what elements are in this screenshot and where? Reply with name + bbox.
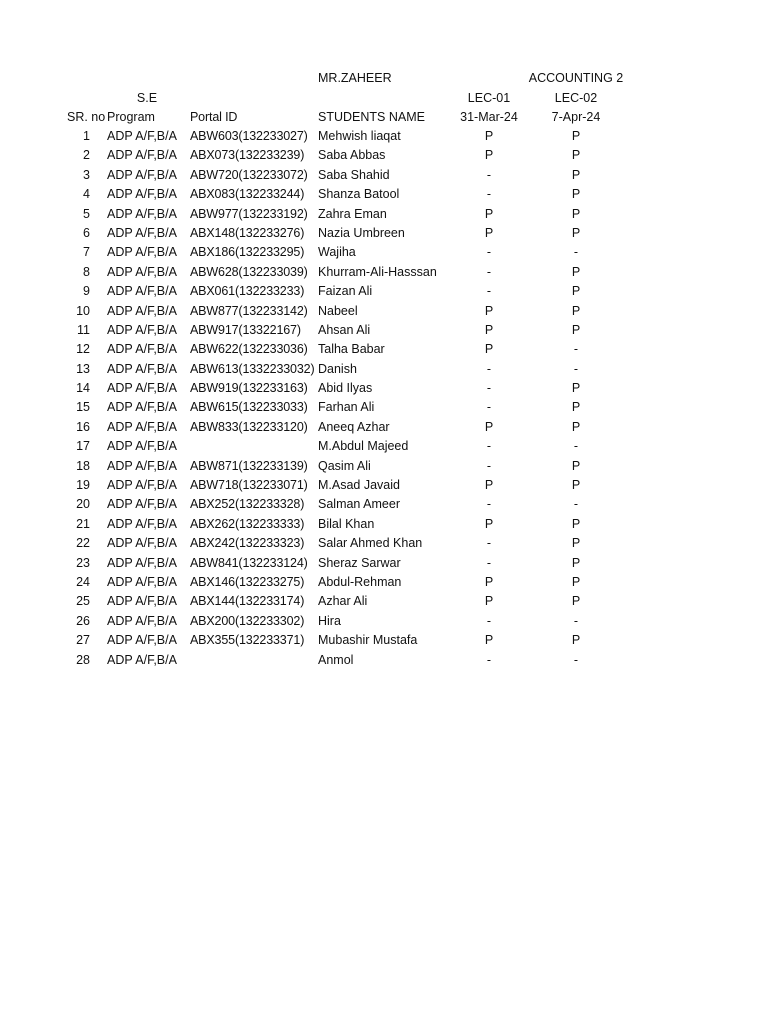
student-name-cell: Mubashir Mustafa: [318, 633, 418, 648]
student-name-cell: Talha Babar: [318, 342, 385, 357]
lec1-attendance-cell: P: [484, 322, 494, 337]
portal-id-cell: ABW877(132233142): [190, 303, 308, 318]
lec2-attendance-cell: P: [571, 594, 581, 609]
program-cell: ADP A/F,B/A: [107, 594, 177, 609]
lec1-attendance-cell: -: [486, 264, 492, 279]
sr-number: 22: [76, 536, 90, 551]
portal-id-cell: ABX146(132233275): [190, 574, 305, 589]
table-row: [0, 263, 768, 282]
lec2-attendance-cell: -: [573, 439, 579, 454]
teacher-name: MR.ZAHEER: [318, 71, 392, 85]
sr-number: 11: [77, 322, 90, 337]
student-name-cell: Bilal Khan: [318, 516, 375, 531]
student-name-cell: Salman Ameer: [318, 497, 400, 512]
table-row: [0, 534, 768, 553]
lec1-date: 31-Mar-24: [460, 110, 518, 124]
program-cell: ADP A/F,B/A: [107, 652, 177, 667]
lec1-attendance-cell: P: [484, 342, 494, 357]
lec2-attendance-cell: P: [571, 148, 581, 163]
lec1-attendance-cell: -: [486, 458, 492, 473]
portal-id-cell: ABW615(132233033): [190, 400, 308, 415]
lec1-attendance-cell: P: [484, 516, 494, 531]
portal-id-cell: ABX200(132233302): [190, 613, 305, 628]
portal-id-cell: ABW622(132233036): [190, 342, 308, 357]
program-cell: ADP A/F,B/A: [107, 225, 177, 240]
lec1-attendance-cell: P: [484, 478, 494, 493]
program-cell: ADP A/F,B/A: [107, 342, 177, 357]
lec2-attendance-cell: P: [571, 264, 581, 279]
program-cell: ADP A/F,B/A: [107, 206, 177, 221]
sr-number: 12: [76, 342, 90, 357]
lec1-attendance-cell: P: [484, 419, 494, 434]
program-cell: ADP A/F,B/A: [107, 284, 177, 299]
table-row: [0, 243, 768, 262]
table-row: [0, 573, 768, 592]
table-row: [0, 360, 768, 379]
table-row: [0, 282, 768, 301]
student-name-cell: Zahra Eman: [318, 206, 387, 221]
student-name-cell: Salar Ahmed Khan: [318, 536, 423, 551]
lec1-attendance-cell: P: [484, 633, 494, 648]
table-row: [0, 515, 768, 534]
portal-id-cell: ABX242(132233323): [190, 536, 305, 551]
lec2-attendance-cell: P: [571, 516, 581, 531]
lec2-attendance-cell: P: [571, 225, 581, 240]
lec2-attendance-cell: P: [571, 303, 581, 318]
student-name-cell: Anmol: [318, 652, 354, 667]
program-cell: ADP A/F,B/A: [107, 381, 177, 396]
lec1-attendance-cell: P: [484, 129, 494, 143]
student-name-cell: Danish: [318, 361, 357, 376]
sr-number: 6: [83, 225, 90, 240]
program-cell: ADP A/F,B/A: [107, 478, 177, 493]
lec2-attendance-cell: P: [571, 322, 581, 337]
lec1-attendance-cell: -: [486, 497, 492, 512]
portal-id-cell: ABW977(132233192): [190, 206, 308, 221]
lec2-attendance-cell: P: [571, 284, 581, 299]
table-row: [0, 631, 768, 650]
program-cell: ADP A/F,B/A: [107, 497, 177, 512]
program-cell: ADP A/F,B/A: [107, 148, 177, 163]
portal-id-cell: ABX144(132233174): [190, 594, 305, 609]
lec1-attendance-cell: P: [484, 206, 494, 221]
lec2-attendance-cell: -: [573, 497, 579, 512]
table-row: [0, 592, 768, 611]
lec2-attendance-cell: P: [571, 187, 581, 202]
lec1-attendance-cell: -: [486, 361, 492, 376]
program-cell: ADP A/F,B/A: [107, 167, 177, 182]
student-name-cell: Farhan Ali: [318, 400, 375, 415]
lec2-attendance-cell: -: [573, 342, 579, 357]
program-cell: ADP A/F,B/A: [107, 322, 177, 337]
student-name-cell: Hira: [318, 613, 341, 628]
table-row: [0, 302, 768, 321]
lec2-attendance-cell: P: [571, 555, 581, 570]
lec1-attendance-cell: P: [484, 574, 494, 589]
portal-id-cell: ABX061(132233233): [190, 284, 305, 299]
portal-id-cell: ABX073(132233239): [190, 148, 305, 163]
lec2-attendance-cell: P: [571, 536, 581, 551]
sr-number: 19: [76, 478, 90, 493]
section-label: S.E: [136, 91, 158, 105]
portal-id-cell: ABX262(132233333): [190, 516, 305, 531]
student-name-cell: Faizan Ali: [318, 284, 373, 299]
student-name-cell: Sheraz Sarwar: [318, 555, 401, 570]
column-header-sr: SR. no: [67, 110, 106, 124]
lec2-attendance-cell: P: [571, 381, 581, 396]
lec2-attendance-cell: P: [571, 574, 581, 589]
portal-id-cell: ABW720(132233072): [190, 167, 308, 182]
sr-number: 10: [76, 303, 90, 318]
lec2-attendance-cell: P: [571, 419, 581, 434]
table-row: [0, 340, 768, 359]
student-name-cell: Khurram-Ali-Hasssan: [318, 264, 437, 279]
student-name-cell: Ahsan Ali: [318, 322, 371, 337]
table-row: [0, 495, 768, 514]
table-row: [0, 651, 768, 670]
lec1-attendance-cell: -: [486, 613, 492, 628]
lec1-attendance-cell: P: [484, 594, 494, 609]
table-row: [0, 476, 768, 495]
lec1-attendance-cell: P: [484, 148, 494, 163]
lec1-attendance-cell: -: [486, 652, 492, 667]
column-header-portal-id: Portal ID: [190, 110, 238, 124]
table-row: [0, 166, 768, 185]
lec2-attendance-cell: -: [573, 652, 579, 667]
sr-number: 2: [83, 148, 90, 163]
program-cell: ADP A/F,B/A: [107, 516, 177, 531]
student-name-cell: Nazia Umbreen: [318, 225, 405, 240]
lec1-attendance-cell: -: [486, 555, 492, 570]
program-cell: ADP A/F,B/A: [107, 633, 177, 648]
program-cell: ADP A/F,B/A: [107, 187, 177, 202]
student-name-cell: M.Abdul Majeed: [318, 439, 409, 454]
table-row: [0, 127, 768, 146]
program-cell: ADP A/F,B/A: [107, 439, 177, 454]
student-name-cell: Mehwish liaqat: [318, 129, 401, 143]
table-row: [0, 321, 768, 340]
table-row: [0, 398, 768, 417]
portal-id-cell: ABX148(132233276): [190, 225, 305, 240]
table-row: [0, 437, 768, 456]
program-cell: ADP A/F,B/A: [107, 400, 177, 415]
student-name-cell: Azhar Ali: [318, 594, 368, 609]
table-row: [0, 379, 768, 398]
portal-id-cell: ABW917(13322167): [190, 322, 301, 337]
sr-number: 1: [83, 129, 90, 143]
sr-number: 16: [76, 419, 90, 434]
student-name-cell: Abid Ilyas: [318, 381, 373, 396]
sr-number: 21: [76, 516, 90, 531]
program-cell: ADP A/F,B/A: [107, 129, 177, 143]
table-row: [0, 224, 768, 243]
lec2-attendance-cell: P: [571, 206, 581, 221]
program-cell: ADP A/F,B/A: [107, 613, 177, 628]
lec1-attendance-cell: -: [486, 187, 492, 202]
portal-id-cell: ABW628(132233039): [190, 264, 308, 279]
student-name-cell: Qasim Ali: [318, 458, 371, 473]
lec1-label: LEC-01: [467, 91, 511, 105]
sr-number: 24: [76, 574, 90, 589]
sr-number: 9: [83, 284, 90, 299]
lec2-label: LEC-02: [554, 91, 598, 105]
program-cell: ADP A/F,B/A: [107, 536, 177, 551]
student-name-cell: Saba Shahid: [318, 167, 390, 182]
table-row: [0, 612, 768, 631]
lec1-attendance-cell: -: [486, 381, 492, 396]
lec1-attendance-cell: -: [486, 400, 492, 415]
portal-id-cell: ABW841(132233124): [190, 555, 308, 570]
portal-id-cell: ABX083(132233244): [190, 187, 305, 202]
portal-id-cell: ABX355(132233371): [190, 633, 305, 648]
lec2-attendance-cell: -: [573, 613, 579, 628]
program-cell: ADP A/F,B/A: [107, 555, 177, 570]
sr-number: 14: [76, 381, 90, 396]
lec2-attendance-cell: -: [573, 361, 579, 376]
student-name-cell: Aneeq Azhar: [318, 419, 390, 434]
course-title: ACCOUNTING 2: [528, 71, 624, 85]
student-name-cell: Saba Abbas: [318, 148, 386, 163]
program-cell: ADP A/F,B/A: [107, 458, 177, 473]
program-cell: ADP A/F,B/A: [107, 264, 177, 279]
lec1-attendance-cell: P: [484, 303, 494, 318]
lec2-attendance-cell: P: [571, 167, 581, 182]
portal-id-cell: ABW871(132233139): [190, 458, 308, 473]
sr-number: 20: [76, 497, 90, 512]
portal-id-cell: ABW613(1332233032): [190, 361, 315, 376]
sr-number: 4: [83, 187, 90, 202]
student-name-cell: Shanza Batool: [318, 187, 400, 202]
table-row: [0, 457, 768, 476]
portal-id-cell: ABW603(132233027): [190, 129, 308, 143]
column-header-name: STUDENTS NAME: [318, 110, 425, 124]
sr-number: 23: [76, 555, 90, 570]
sr-number: 17: [76, 439, 90, 454]
sr-number: 27: [76, 633, 90, 648]
lec1-attendance-cell: -: [486, 536, 492, 551]
program-cell: ADP A/F,B/A: [107, 245, 177, 260]
sr-number: 7: [83, 245, 90, 260]
lec2-attendance-cell: -: [573, 245, 579, 260]
program-cell: ADP A/F,B/A: [107, 574, 177, 589]
student-name-cell: Wajiha: [318, 245, 356, 260]
sr-number: 3: [83, 167, 90, 182]
lec2-attendance-cell: P: [571, 129, 581, 143]
sr-number: 18: [76, 458, 90, 473]
sr-number: 5: [83, 206, 90, 221]
portal-id-cell: ABW919(132233163): [190, 381, 308, 396]
student-table: [0, 127, 768, 670]
program-cell: ADP A/F,B/A: [107, 361, 177, 376]
student-name-cell: Abdul-Rehman: [318, 574, 402, 589]
student-name-cell: Nabeel: [318, 303, 358, 318]
lec2-date: 7-Apr-24: [551, 110, 601, 124]
table-row: [0, 554, 768, 573]
portal-id-cell: ABW718(132233071): [190, 478, 308, 493]
table-row: [0, 205, 768, 224]
student-name-cell: M.Asad Javaid: [318, 478, 400, 493]
lec2-attendance-cell: P: [571, 400, 581, 415]
lec2-attendance-cell: P: [571, 633, 581, 648]
sr-number: 13: [76, 361, 90, 376]
portal-id-cell: ABW833(132233120): [190, 419, 308, 434]
portal-id-cell: ABX252(132233328): [190, 497, 305, 512]
table-row: [0, 418, 768, 437]
sr-number: 26: [76, 613, 90, 628]
lec2-attendance-cell: P: [571, 458, 581, 473]
program-cell: ADP A/F,B/A: [107, 419, 177, 434]
sr-number: 15: [76, 400, 90, 415]
sr-number: 28: [76, 652, 90, 667]
sr-number: 25: [76, 594, 90, 609]
lec1-attendance-cell: -: [486, 245, 492, 260]
lec1-attendance-cell: P: [484, 225, 494, 240]
portal-id-cell: ABX186(132233295): [190, 245, 305, 260]
lec1-attendance-cell: -: [486, 167, 492, 182]
lec1-attendance-cell: -: [486, 439, 492, 454]
lec2-attendance-cell: P: [571, 478, 581, 493]
lec1-attendance-cell: -: [486, 284, 492, 299]
sr-number: 8: [83, 264, 90, 279]
table-row: [0, 146, 768, 165]
table-row: [0, 185, 768, 204]
column-header-program: Program: [107, 110, 155, 124]
program-cell: ADP A/F,B/A: [107, 303, 177, 318]
